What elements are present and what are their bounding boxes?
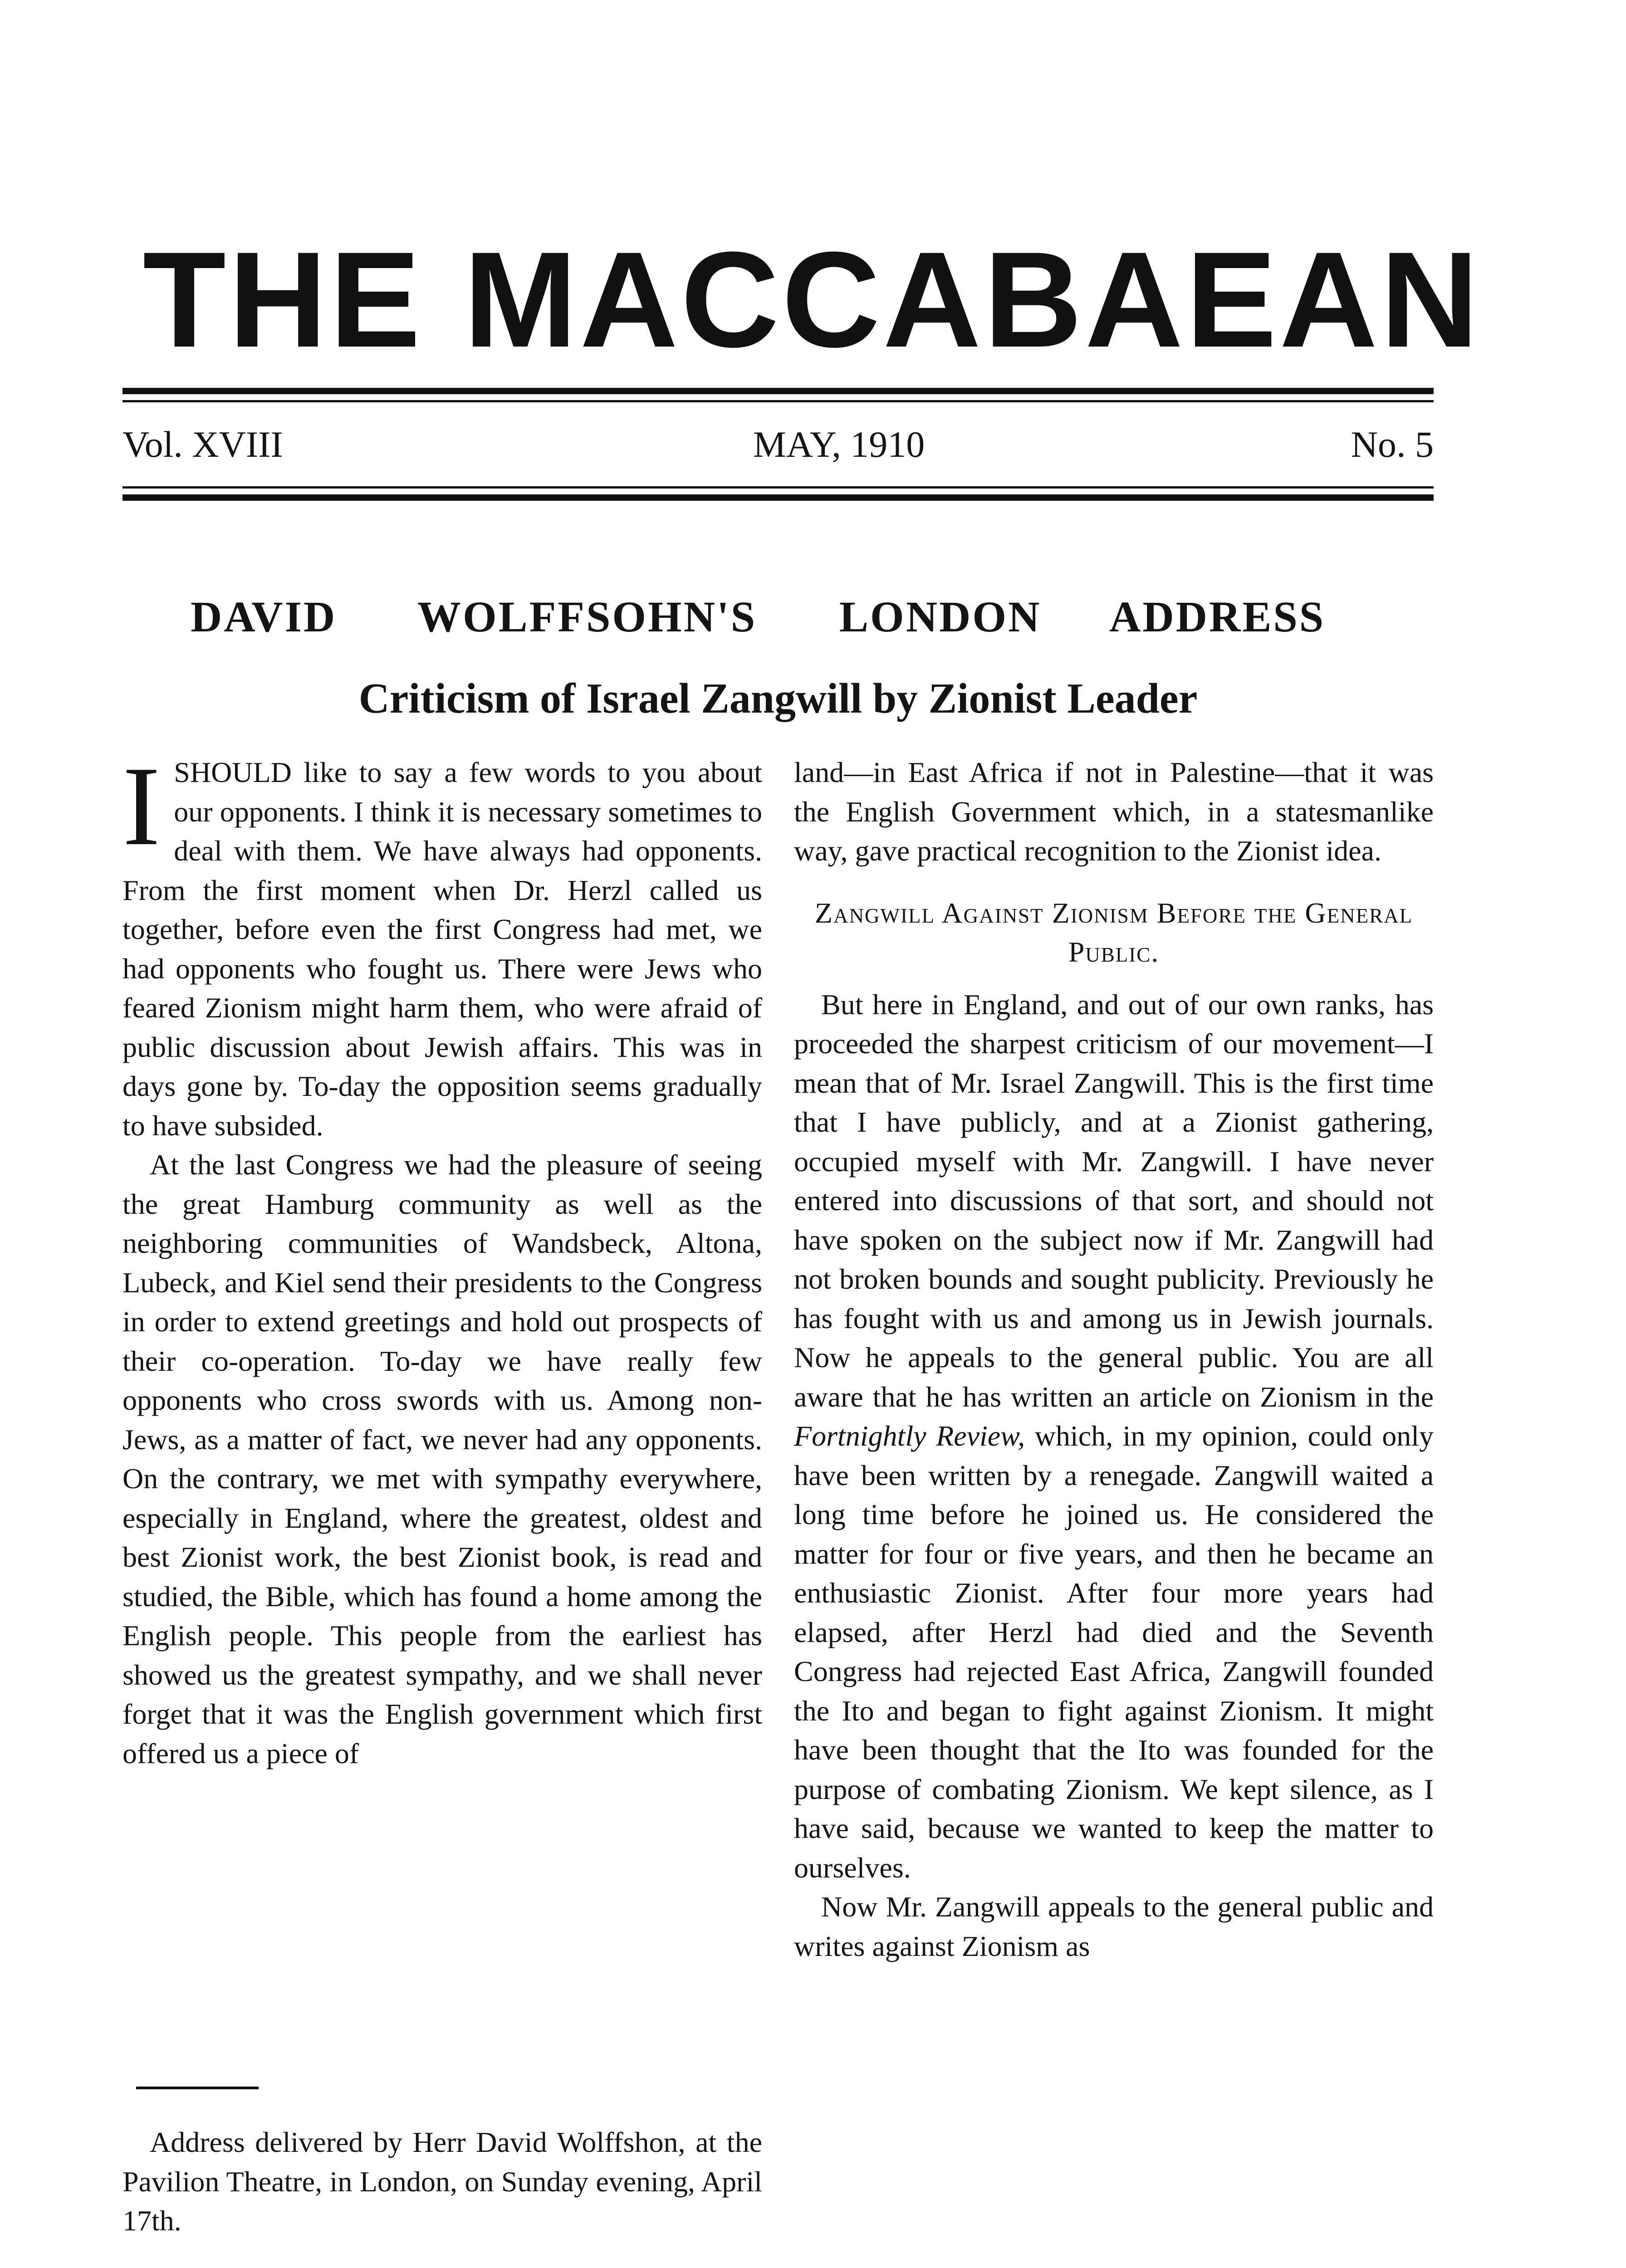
paragraph: land—in East Africa if not in Palestine—that it was the English Government which, in a statesmanlike way, gave practical recognition to the Zionist idea. bbox=[794, 756, 1434, 867]
paragraph bbox=[794, 985, 1434, 1888]
left-column bbox=[122, 743, 762, 1773]
footnote: Address delivered by Herr David Wolffshon, at the Pavilion Theatre, in London, on Sunday evening, April 17th. bbox=[122, 2126, 762, 2237]
issue-line bbox=[122, 415, 1434, 474]
volume-number: Vol. XVIII bbox=[122, 424, 283, 465]
section-heading: Zangwill Against Zionism Before the General Public. bbox=[814, 896, 1413, 968]
paragraph bbox=[122, 743, 762, 1145]
top-rule-thin bbox=[122, 400, 1434, 402]
journal-title: Fortnightly Review, bbox=[794, 1420, 1025, 1452]
paragraph-text: which, in my opinion, could only have been written by a renegade. Zangwill waited a long time before he joined us. He considered the matter for four or five years, and then he became an enthusiastic Zionist. After four more years had elapsed, after Herzl had died and the Seventh Congress had rejected East Africa, Zangwill founded the Ito and began to fight against Zionism. It might have been thought that the Ito was founded for the purpose of combating Zionism. We kept silence, as I have said, because we wanted to keep the matter to ourselves. bbox=[794, 1420, 1434, 1884]
masthead-title: THE MACCABAEAN bbox=[142, 223, 1482, 376]
headline-word: ADDRESS bbox=[1109, 592, 1326, 641]
bottom-rule-thin bbox=[122, 486, 1434, 489]
paragraph-text: But here in England, and out of our own ranks, has proceeded the sharpest criticism of our movement—I mean that of Mr. Israel Zangwill. This is the first time that I have publicly, and at a Zionist gathering, occupied myself with Mr. Zangwill. I have never entered into discussions of that sort, and should not have spoken on the subject now if Mr. Zangwill had not broken bounds and sought publicity. Previously he has fought with us and among us in Jewish journals. Now he appeals to the general public. You are all aware that he has written an article on Zionism in the bbox=[794, 988, 1434, 1413]
headline-word: LONDON bbox=[839, 592, 1042, 641]
headline-word: WOLFFSOHN'S bbox=[417, 592, 757, 641]
paragraph: At the last Congress we had the pleasure of seeing the great Hamburg community as well as the neighboring communities of Wandsbeck, Altona, Lubeck, and Kiel send their presidents to the Congress in order to extend greetings and hold out prospects of their co-operation. To-day we have really few opponents who cross swords with us. Among non-Jews, as a matter of fact, we never had any opponents. On the contrary, we met with sympathy everywhere, especially in England, where the greatest, oldest and best Zionist work, the best Zionist book, is read and studied, the Bible, which has found a home among the English people. This people from the earliest has showed us the greatest sympathy, and we shall never forget that it was the English government which first offered us a piece of bbox=[122, 1149, 762, 1769]
article-subhead: Criticism of Israel Zangwill by Zionist Leader bbox=[358, 675, 1198, 722]
top-rule-thick bbox=[122, 388, 1434, 394]
bottom-rule-thick bbox=[122, 494, 1434, 501]
paragraph-text: SHOULD like to say a few words to you about our opponents. I think it is necessary sometimes to deal with them. We have always had opponents. From the first moment when Dr. Herzl called us together, before even the first Congress had met, we had opponents who fought us. There were Jews who feared Zionism might harm them, who were afraid of public discussion about Jewish affairs. This was in days gone by. To-day the opposition seems gradually to have subsided. bbox=[122, 756, 762, 1142]
drop-cap: I bbox=[122, 743, 161, 869]
issue-date: MAY, 1910 bbox=[753, 424, 925, 465]
headline-word: DAVID bbox=[191, 592, 337, 641]
right-column bbox=[794, 753, 1434, 1966]
footnote-divider bbox=[136, 2087, 259, 2089]
paragraph: Now Mr. Zangwill appeals to the general public and writes against Zionism as bbox=[794, 1891, 1434, 1962]
issue-number: No. 5 bbox=[1351, 424, 1434, 465]
article-headline bbox=[122, 583, 1434, 651]
